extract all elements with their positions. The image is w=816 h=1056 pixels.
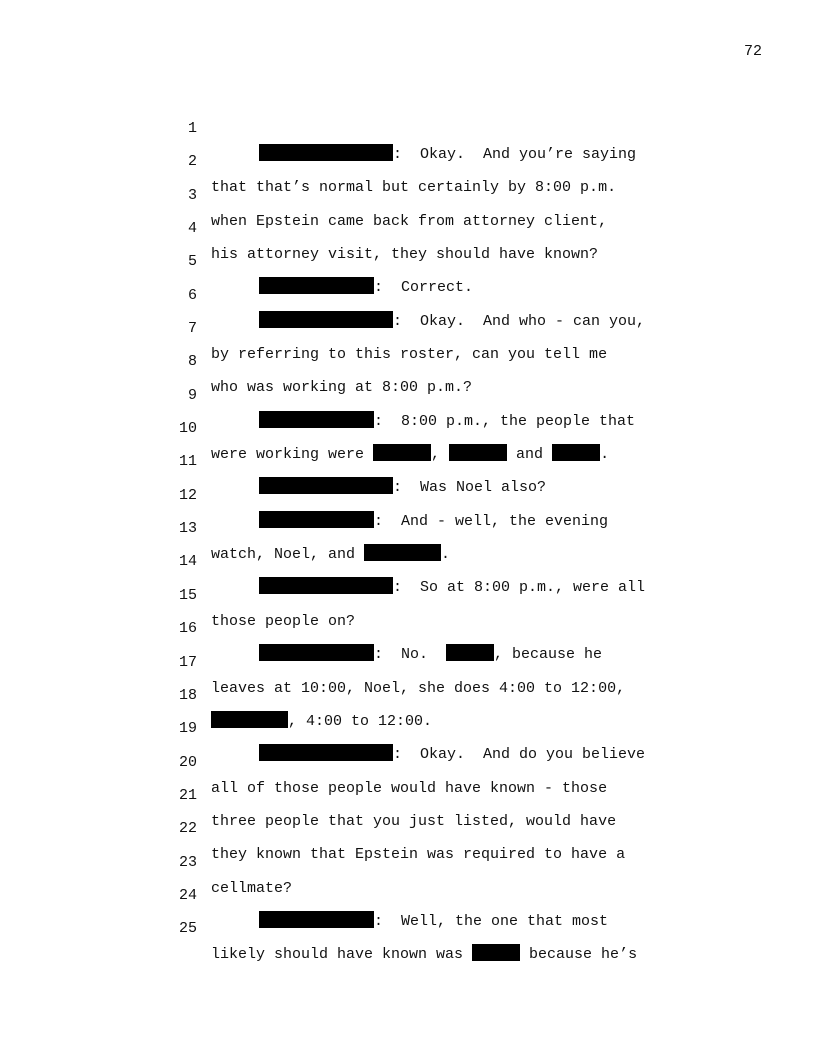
line-number: 2 (187, 153, 197, 171)
line-number: 1 (187, 120, 197, 137)
line-number: 18 (178, 686, 197, 704)
line-text: his attorney visit, they should have known? (211, 246, 599, 264)
line-number: 17 (178, 653, 197, 671)
line-text: three people that you just listed, would have (211, 812, 617, 830)
line-number: 6 (187, 286, 197, 304)
line-number: 23 (178, 853, 197, 871)
line-text: who was working at 8:00 p.m.? (211, 379, 473, 397)
transcript-line (0, 890, 816, 964)
line-number: 5 (187, 253, 197, 271)
line-text: : Okay. And do you believe (259, 742, 645, 768)
line-number: 12 (178, 486, 197, 504)
line-text: : So at 8:00 p.m., were all (259, 575, 645, 601)
line-text: : Well, the one that most (259, 909, 608, 935)
line-number: 3 (187, 186, 197, 204)
line-text: : No. , because he (259, 642, 602, 668)
line-number: 22 (178, 820, 197, 838)
line-text: when Epstein came back from attorney client, (211, 212, 608, 230)
line-number: 21 (178, 786, 197, 804)
transcript-line (0, 223, 816, 297)
line-text: : Was Noel also? (259, 475, 546, 501)
line-number: 25 (178, 920, 197, 938)
line-text: they known that Epstein was required to have a (211, 846, 626, 864)
line-text: all of those people would have known - those (211, 779, 608, 797)
line-number: 15 (178, 586, 197, 604)
line-number: 24 (178, 886, 197, 904)
transcript-line (0, 123, 816, 197)
line-text: : Correct. (259, 275, 473, 301)
line-text: watch, Noel, and . (211, 546, 451, 564)
line-text: by referring to this roster, can you tell me (211, 346, 608, 364)
line-text: : Okay. And who - can you, (259, 309, 645, 335)
transcript-line (0, 323, 816, 397)
line-number: 20 (178, 753, 197, 771)
line-text: that that’s normal but certainly by 8:00 p.m. (211, 179, 617, 197)
transcript-line (0, 157, 816, 230)
line-text: those people on? (211, 612, 356, 630)
line-number: 10 (178, 420, 197, 438)
line-text: : And - well, the evening (259, 509, 608, 535)
line-text: leaves at 10:00, Noel, she does 4:00 to 12:00, (211, 679, 626, 697)
line-number: 7 (187, 320, 197, 338)
line-number: 14 (178, 553, 197, 571)
line-number: 8 (187, 353, 197, 371)
line-text: : Okay. And you’re saying (259, 142, 636, 168)
transcript-line (0, 90, 816, 163)
line-text: were working were , and . (211, 446, 610, 464)
transcript-line (0, 190, 816, 264)
line-number: 9 (187, 386, 197, 404)
redaction-box (472, 944, 520, 961)
line-number: 4 (187, 220, 197, 238)
line-number: 16 (178, 620, 197, 638)
line-number: 11 (178, 453, 197, 471)
line-number: 13 (178, 520, 197, 538)
transcript-line (0, 290, 816, 364)
transcript-line (0, 257, 816, 330)
line-text: , 4:00 to 12:00. (211, 709, 432, 735)
line-text: : 8:00 p.m., the people that (259, 409, 635, 435)
transcript-lines (0, 90, 816, 964)
line-text: likely should have known was because he’s (211, 946, 638, 964)
page-number: 72 (743, 43, 762, 60)
line-number: 19 (178, 720, 197, 738)
line-text: cellmate? (211, 879, 293, 897)
